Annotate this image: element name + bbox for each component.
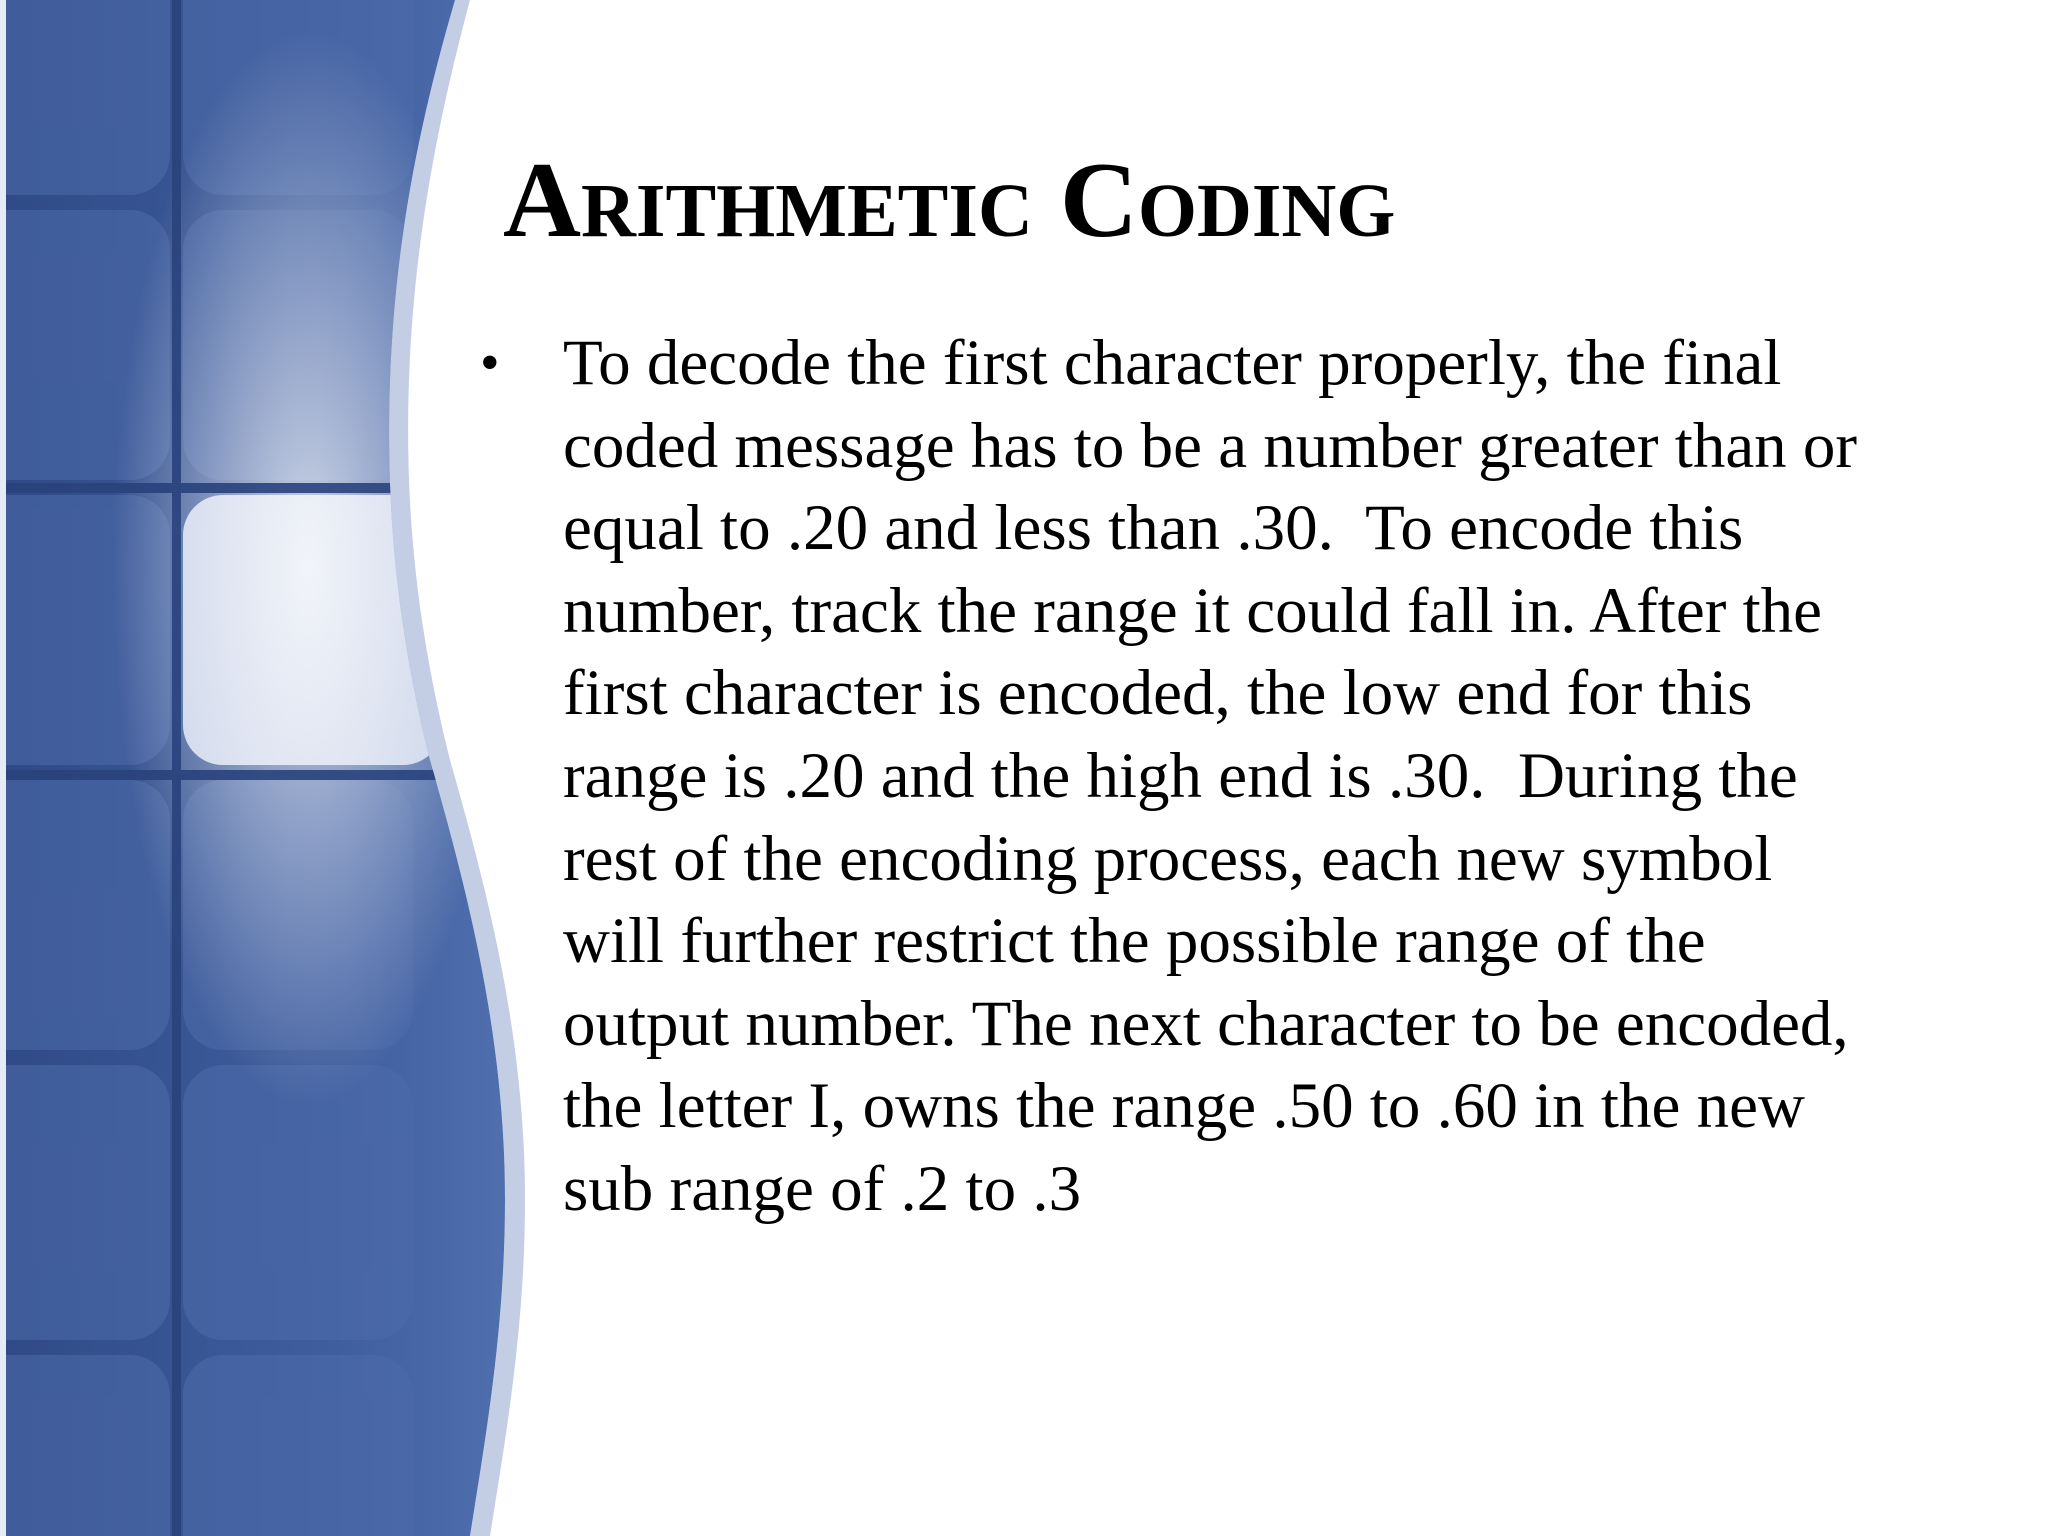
bullet-item xyxy=(480,322,1960,1231)
slide-title: Arithmetic Coding xyxy=(503,141,1396,260)
bullet-list xyxy=(480,322,1960,1231)
bullet-text-line: the letter I, owns the range .50 to .60 in the new xyxy=(563,1070,1805,1143)
bullet-text-line: first character is encoded, the low end for this xyxy=(563,657,1753,730)
bullet-text-line: output number. The next character to be encoded, xyxy=(563,987,1849,1060)
bullet-text-line: range is .20 and the high end is .30. During the xyxy=(563,739,1798,812)
bullet-text-line: To decode the first character properly, the final xyxy=(563,327,1782,399)
bullet-marker: • xyxy=(480,332,500,394)
bullet-text-line: rest of the encoding process, each new symbol xyxy=(563,822,1773,895)
bullet-text-line: will further restrict the possible range of the xyxy=(563,905,1706,978)
bullet-text-line: number, track the range it could fall in. After the xyxy=(563,574,1823,647)
bullet-text-line: coded message has to be a number greater than or xyxy=(563,409,1858,482)
bullet-text-line: equal to .20 and less than .30. To encode this xyxy=(563,492,1744,565)
bullet-text-line: sub range of .2 to .3 xyxy=(563,1152,1082,1225)
